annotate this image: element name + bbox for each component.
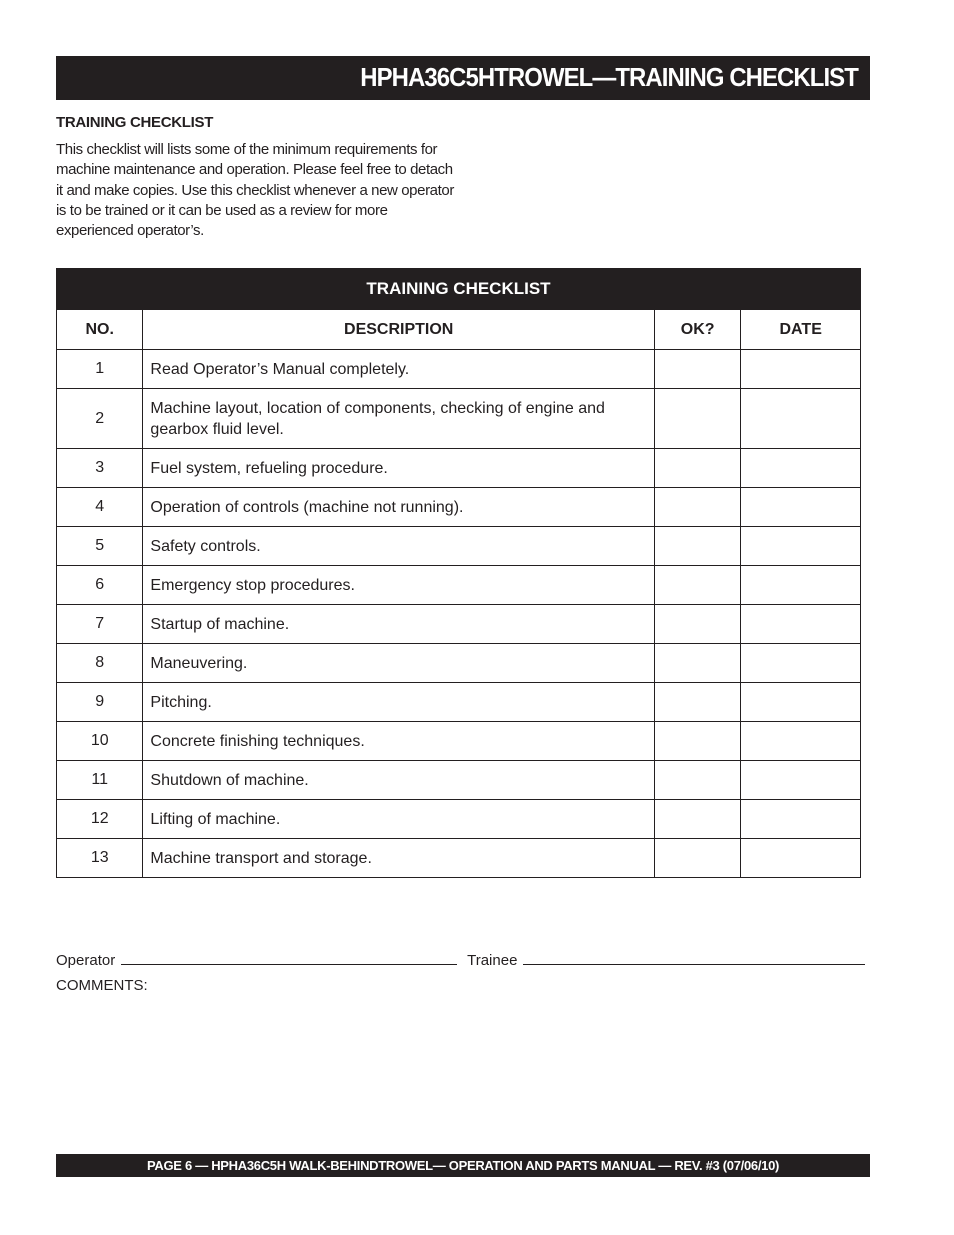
section-heading: TRAINING CHECKLIST <box>56 114 214 131</box>
row-date-cell[interactable] <box>741 389 861 449</box>
row-ok-cell[interactable] <box>654 566 740 605</box>
row-description: Startup of machine. <box>143 605 655 644</box>
row-ok-cell[interactable] <box>654 488 740 527</box>
table-row <box>57 488 861 527</box>
trainee-signature-field[interactable] <box>523 950 865 965</box>
row-number: 1 <box>57 350 143 389</box>
row-description: Operation of controls (machine not running). <box>143 488 655 527</box>
row-number: 6 <box>57 566 143 605</box>
row-ok-cell[interactable] <box>654 527 740 566</box>
row-number: 9 <box>57 683 143 722</box>
intro-paragraph: This checklist will lists some of the minimum requirements for machine maintenance and operation. Please feel free to detach it and make copies. Use this checklist whenever a new operator is to be trained or it can be used as a review for more experienced operator’s. <box>56 141 454 240</box>
row-number: 5 <box>57 527 143 566</box>
trainee-label: Trainee <box>467 952 518 969</box>
column-header-description: DESCRIPTION <box>143 310 655 350</box>
row-ok-cell[interactable] <box>654 800 740 839</box>
table-row <box>57 761 861 800</box>
row-ok-cell[interactable] <box>654 839 740 878</box>
table-row <box>57 605 861 644</box>
row-description: Lifting of machine. <box>143 800 655 839</box>
row-number: 10 <box>57 722 143 761</box>
page-title: HPHA36C5HTROWEL—TRAINING CHECKLIST <box>360 62 858 92</box>
row-ok-cell[interactable] <box>654 350 740 389</box>
row-description: Concrete finishing techniques. <box>143 722 655 761</box>
row-date-cell[interactable] <box>741 605 861 644</box>
row-description: Machine transport and storage. <box>143 839 655 878</box>
row-date-cell[interactable] <box>741 527 861 566</box>
row-number: 13 <box>57 839 143 878</box>
row-date-cell[interactable] <box>741 839 861 878</box>
column-header-no: NO. <box>57 310 143 350</box>
row-description: Shutdown of machine. <box>143 761 655 800</box>
row-date-cell[interactable] <box>741 350 861 389</box>
column-header-date: DATE <box>741 310 861 350</box>
row-description: Machine layout, location of components, checking of engine and gearbox fluid level. <box>143 389 655 449</box>
table-row <box>57 644 861 683</box>
row-ok-cell[interactable] <box>654 722 740 761</box>
table-row <box>57 722 861 761</box>
row-number: 2 <box>57 389 143 449</box>
row-date-cell[interactable] <box>741 566 861 605</box>
row-number: 11 <box>57 761 143 800</box>
row-ok-cell[interactable] <box>654 683 740 722</box>
row-date-cell[interactable] <box>741 800 861 839</box>
row-ok-cell[interactable] <box>654 761 740 800</box>
table-title: TRAINING CHECKLIST <box>57 269 861 310</box>
row-number: 7 <box>57 605 143 644</box>
table-row <box>57 449 861 488</box>
training-checklist-table <box>56 268 861 878</box>
row-date-cell[interactable] <box>741 761 861 800</box>
operator-label: Operator <box>56 952 116 969</box>
row-ok-cell[interactable] <box>654 644 740 683</box>
row-description: Maneuvering. <box>143 644 655 683</box>
table-header-row <box>57 310 861 350</box>
row-description: Fuel system, refueling procedure. <box>143 449 655 488</box>
row-date-cell[interactable] <box>741 722 861 761</box>
table-row <box>57 350 861 389</box>
row-description: Emergency stop procedures. <box>143 566 655 605</box>
table-row <box>57 566 861 605</box>
signature-line <box>56 950 871 969</box>
table-row <box>57 800 861 839</box>
table-row <box>57 389 861 449</box>
row-ok-cell[interactable] <box>654 605 740 644</box>
row-date-cell[interactable] <box>741 644 861 683</box>
table-row <box>57 839 861 878</box>
row-ok-cell[interactable] <box>654 449 740 488</box>
column-header-ok: OK? <box>654 310 740 350</box>
row-number: 12 <box>57 800 143 839</box>
row-number: 8 <box>57 644 143 683</box>
page-footer: PAGE 6 — HPHA36C5H WALK-BEHINDTROWEL— OPERATION AND PARTS MANUAL — REV. #3 (07/06/10) <box>56 1154 870 1177</box>
table-row <box>57 527 861 566</box>
row-date-cell[interactable] <box>741 488 861 527</box>
row-description: Read Operator’s Manual completely. <box>143 350 655 389</box>
row-date-cell[interactable] <box>741 449 861 488</box>
title-bar <box>56 56 870 100</box>
comments-label: COMMENTS: <box>56 977 148 994</box>
row-description: Pitching. <box>143 683 655 722</box>
table-row <box>57 683 861 722</box>
row-ok-cell[interactable] <box>654 389 740 449</box>
operator-signature-field[interactable] <box>121 950 457 965</box>
row-number: 3 <box>57 449 143 488</box>
row-date-cell[interactable] <box>741 683 861 722</box>
row-description: Safety controls. <box>143 527 655 566</box>
row-number: 4 <box>57 488 143 527</box>
